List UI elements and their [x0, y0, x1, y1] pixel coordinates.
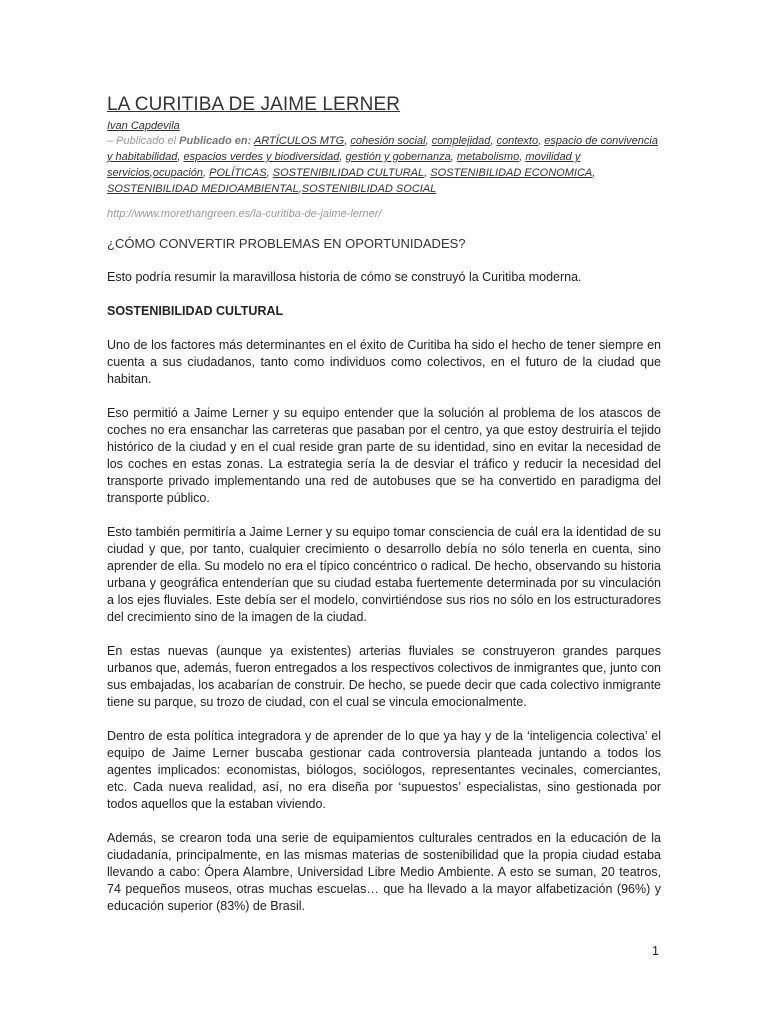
body-paragraph: Eso permitió a Jaime Lerner y su equipo entender que la solución al problema de los atascos de coches no era ensanchar las carreteras que pasaban por el centro, ya que estoy destruiría el tejido histórico de la ciudad y en el cual reside gran parte de su identidad, sino en evitar la necesidad de los coches en estas zonas. La estrategia sería la de desviar el tráfico y reducir la necesidad del transporte privado implementando una red de autobuses que se ha convertido en paradigma del transporte público.: [107, 406, 661, 505]
author-link[interactable]: Ivan Capdevila: [107, 120, 180, 132]
publication-meta: – Publicado el Publicado en: ARTÍCULOS MTG, cohesión social, complejidad, contexto, espacio de convivencia y habitabilidad, espacios verdes y biodiversidad, gestión y gobernanza, metabolismo, movilidad y servicios,ocupación, POLÍTICAS, SOSTENIBILIDAD CULTURAL, SOSTENIBILIDAD ECONOMICA, SOSTENIBILIDAD MEDIOAMBIENTAL,SOSTENIBILIDAD SOCIAL: [107, 135, 658, 195]
category-link[interactable]: SOSTENIBILIDAD MEDIOAMBIENTAL: [107, 183, 299, 195]
category-link[interactable]: ocupación: [152, 167, 204, 179]
category-link[interactable]: complejidad: [431, 135, 491, 147]
body-paragraph: Uno de los factores más determinantes en el éxito de Curitiba ha sido el hecho de tener siempre en cuenta a sus ciudadanos, tanto como individuos como colectivos, en el futuro de la ciudad que habitan.: [107, 338, 661, 386]
article: [107, 93, 661, 915]
published-label: Publicado en:: [179, 135, 252, 147]
source-url[interactable]: http://www.morethangreen.es/la-curitiba-de-jaime-lerner/: [107, 208, 382, 220]
category-link[interactable]: espacio de convivencia y habitabilidad: [107, 135, 658, 163]
category-link[interactable]: SOSTENIBILIDAD SOCIAL: [301, 183, 437, 195]
category-link[interactable]: movilidad y servicios: [107, 151, 581, 179]
category-link[interactable]: ARTÍCULOS MTG: [253, 135, 345, 147]
category-link[interactable]: cohesión social: [350, 135, 426, 147]
body-paragraph: Dentro de esta política integradora y de aprender de lo que ya hay y de la ‘inteligencia colectiva’ el equipo de Jaime Lerner buscaba gestionar cada controversia planteada juntando a todos los agentes implicados: economistas, biólogos, sociólogos, representantes vecinales, comerciantes, etc. Cada nueva realidad, así, no era diseña por ‘supuestos’ especialistas, sino gestionada por todos aquellos que la estaban viviendo.: [107, 729, 661, 811]
category-link[interactable]: SOSTENIBILIDAD ECONOMICA: [430, 167, 593, 179]
published-prefix: – Publicado el: [107, 135, 180, 147]
body-paragraph: Además, se crearon toda una serie de equipamientos culturales centrados en la educación de la ciudadanía, principalmente, en las mismas materias de sostenibilidad que la propia ciudad estaba llevando a cabo: Ópera Alambre, Universidad Libre Medio Ambiente. A esto se suman, 20 teatros, 74 pequeños museos, otras muchas escuelas… que ha llevado a la mayor alfabetización (96%) y educación superior (83%) de Brasil.: [107, 831, 661, 913]
body-paragraph: En estas nuevas (aunque ya existentes) arterias fluviales se construyeron grandes parques urbanos que, además, fueron entregados a los respectivos colectivos de inmigrantes que, junto con sus embajadas, los acabarían de construir. De hecho, se puede decir que cada colectivo inmigrante tiene su parque, su trozo de ciudad, con el cual se vincula emocionalmente.: [107, 644, 661, 709]
page-number: 1: [652, 944, 659, 958]
article-title: LA CURITIBA DE JAIME LERNER: [107, 94, 401, 115]
category-link[interactable]: gestión y gobernanza: [345, 151, 451, 163]
article-question: ¿CÓMO CONVERTIR PROBLEMAS EN OPORTUNIDADES?: [107, 236, 466, 251]
intro-paragraph: Esto podría resumir la maravillosa historia de cómo se construyó la Curitiba moderna.: [107, 270, 582, 284]
category-link[interactable]: contexto: [496, 135, 539, 147]
category-link[interactable]: POLÍTICAS: [209, 167, 267, 179]
section-heading: SOSTENIBILIDAD CULTURAL: [107, 304, 284, 318]
category-link[interactable]: espacios verdes y biodiversidad: [183, 151, 340, 163]
body-paragraph: Esto también permitiría a Jaime Lerner y su equipo tomar consciencia de cuál era la identidad de su ciudad y que, por tanto, cualquier crecimiento o desarrollo debía no sólo tenerla en cuenta, sino aprender de ella. Su modelo no era el típico concéntrico o radical. De hecho, observando su historia urbana y geográfica entenderían que su ciudad estaba fuertemente determinada por su vinculación a los ejes fluviales. Este debía ser el modelo, convirtiéndose sus rios no sólo en los estructuradores del crecimiento sino de la imagen de la ciudad.: [107, 525, 661, 624]
category-link[interactable]: SOSTENIBILIDAD CULTURAL: [272, 167, 425, 179]
category-link[interactable]: metabolismo: [456, 151, 520, 163]
